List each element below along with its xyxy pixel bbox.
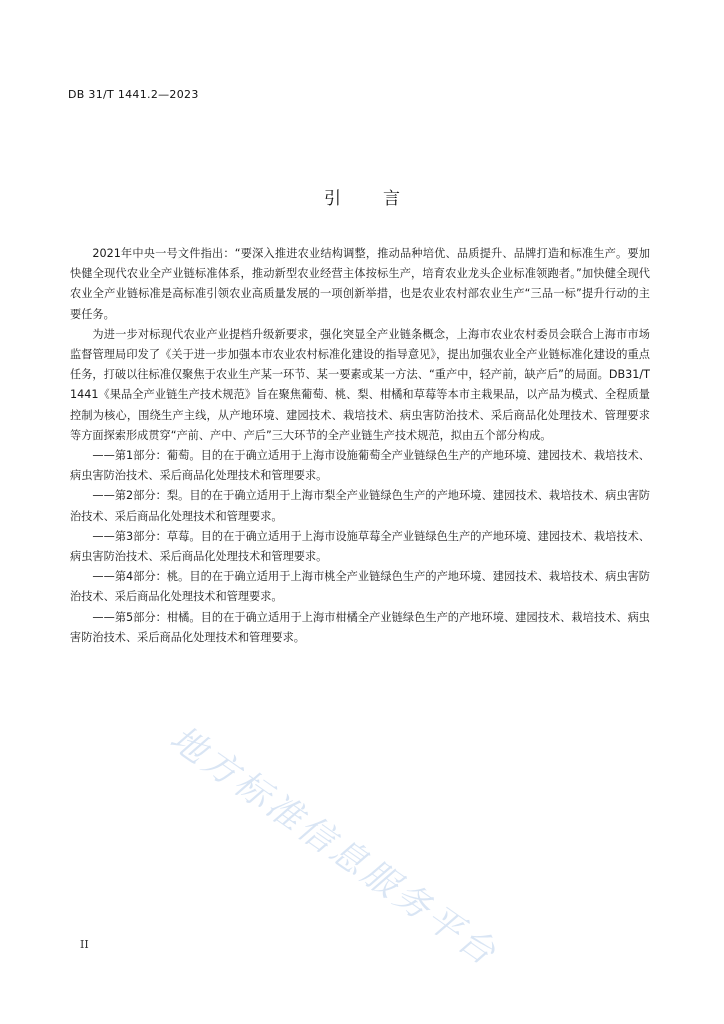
page-number: II (80, 938, 89, 951)
page-title: 引言 (324, 189, 442, 209)
paragraph-part-2-pear: ——第2部分：梨。目的在于确立适用于上海市梨全产业链绿色生产的产地环境、建园技术、栽培技术、病虫害防治技术、采后商品化处理技术和管理要求。 (70, 489, 650, 523)
paragraph-part-1-grape: ——第1部分：葡萄。目的在于确立适用于上海市设施葡萄全产业链绿色生产的产地环境、建园技术、栽培技术、病虫害防治技术、采后商品化处理技术和管理要求。 (70, 449, 650, 483)
paragraph-policy: 2021年中央一号文件指出：“要深入推进农业结构调整，推动品种培优、品质提升、品牌打造和标准生产。要加快健全现代农业全产业链标准体系，推动新型农业经营主体按标生产，培育农业龙头企业标准领跑者。”加快健全现代农业全产业链标准是高标准引领农业高质量发展的一项创新举措，也是农业农村部农业生产“三品一标”提升行动的主要任务。 (70, 247, 650, 321)
paragraph-part-5-citrus: ——第5部分：柑橘。目的在于确立适用于上海市柑橘全产业链绿色生产的产地环境、建园技术、栽培技术、病虫害防治技术、采后商品化处理技术和管理要求。 (70, 610, 650, 644)
introduction-body (70, 244, 650, 648)
watermark: 地方标准信息服务平台 (162, 718, 505, 976)
standard-code: DB 31/T 1441.2—2023 (68, 88, 199, 101)
paragraph-background: 为进一步对标现代农业产业提档升级新要求，强化突显全产业链条概念，上海市农业农村委员会联合上海市市场监督管理局印发了《关于进一步加强本市农业农村标准化建设的指导意见》，提出加强农业全产业链标准化建设的重点任务，打破以往标准仅聚焦于农业生产某一环节、某一要素或某一方法、“重产中，轻产前，缺产后”的局面。DB31/T 1441《果品全产业链生产技术规范》旨在聚焦葡萄、桃、梨、柑橘和草莓等本市主栽果品，以产品为模式、全程质量控制为核心，围绕生产主线，从产地环境、建园技术、栽培技术、病虫害防治技术、采后商品化处理技术、管理要求等方面探索形成贯穿“产前、产中、产后”三大环节的全产业链生产技术规范，拟由五个部分构成。 (70, 327, 650, 442)
paragraph-part-4-peach: ——第4部分：桃。目的在于确立适用于上海市桃全产业链绿色生产的产地环境、建园技术、栽培技术、病虫害防治技术、采后商品化处理技术和管理要求。 (70, 570, 650, 604)
paragraph-part-3-strawberry: ——第3部分：草莓。目的在于确立适用于上海市设施草莓全产业链绿色生产的产地环境、建园技术、栽培技术、病虫害防治技术、采后商品化处理技术和管理要求。 (70, 529, 650, 564)
